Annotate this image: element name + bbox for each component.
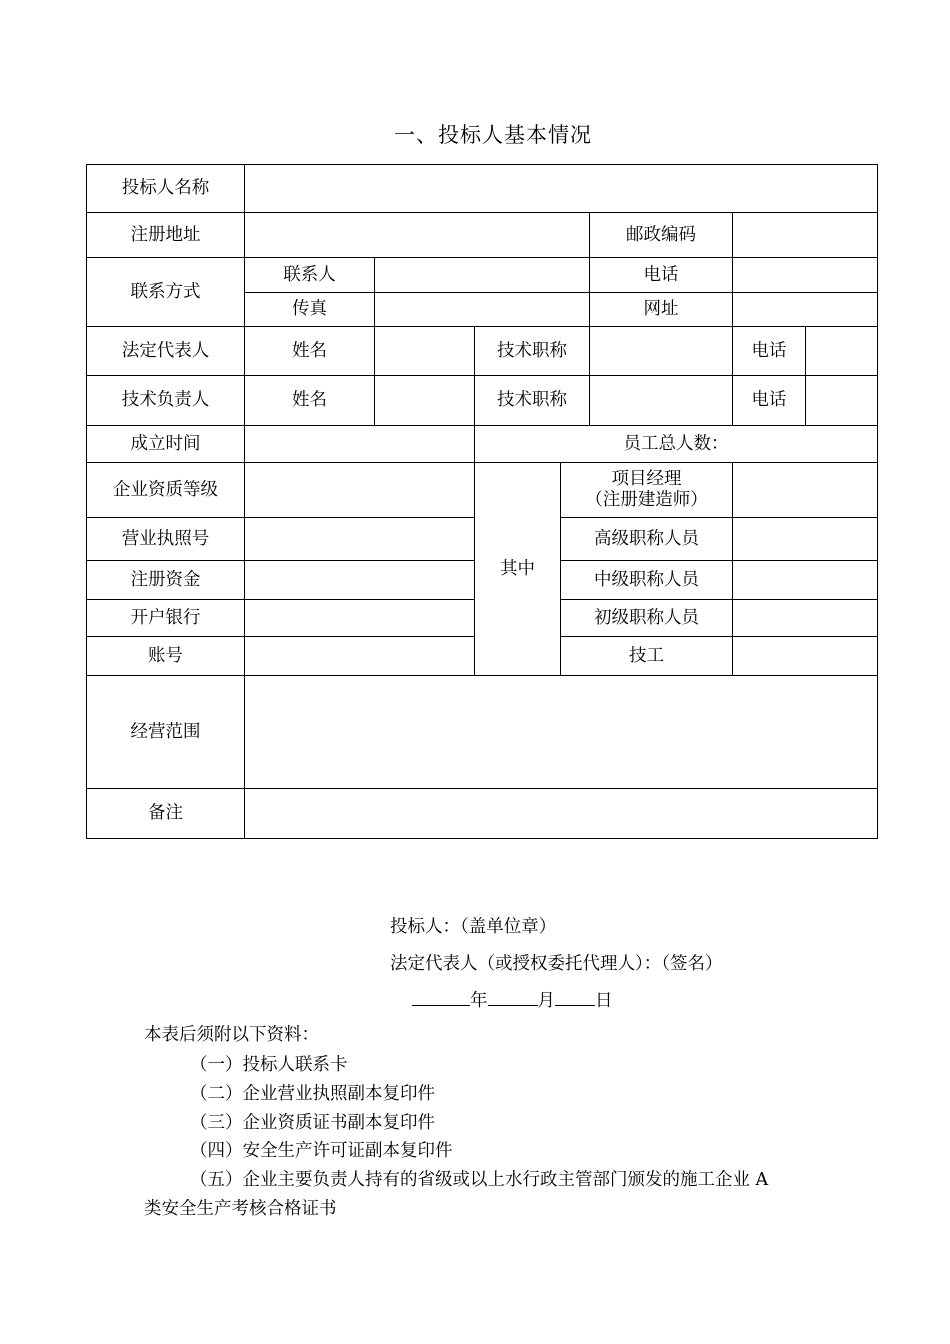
mid-staff-label: 中级职称人员 [561, 561, 733, 600]
day-blank[interactable] [555, 987, 595, 1006]
postcode-value[interactable] [733, 213, 878, 258]
tech-lead-phone-value[interactable] [806, 376, 878, 426]
postcode-label: 邮政编码 [590, 213, 733, 258]
contact-person-label: 联系人 [245, 258, 375, 293]
table-row [87, 165, 878, 213]
project-manager-label-line2: （注册建造师） [585, 490, 708, 510]
tech-lead-name-value[interactable] [375, 376, 475, 426]
legal-rep-title-label: 技术职称 [475, 327, 590, 376]
technician-label: 技工 [561, 637, 733, 676]
fax-value[interactable] [375, 293, 590, 327]
project-manager-label [561, 463, 733, 518]
attachment-item: （三）企业资质证书副本复印件 [190, 1113, 435, 1133]
month-blank[interactable] [488, 987, 538, 1006]
license-value[interactable] [245, 518, 475, 561]
senior-staff-label: 高级职称人员 [561, 518, 733, 561]
tech-lead-phone-label: 电话 [733, 376, 806, 426]
established-label: 成立时间 [87, 426, 245, 463]
year-label: 年 [470, 991, 488, 1011]
bidder-info-table [86, 164, 878, 839]
contact-phone-value[interactable] [733, 258, 878, 293]
qualification-value[interactable] [245, 463, 475, 518]
attachment-item: （一）投标人联系卡 [190, 1055, 348, 1075]
address-value[interactable] [245, 213, 590, 258]
legal-rep-phone-label: 电话 [733, 327, 806, 376]
table-row [87, 789, 878, 839]
contact-person-value[interactable] [375, 258, 590, 293]
capital-label: 注册资金 [87, 561, 245, 600]
date-line [412, 987, 613, 1012]
legal-rep-label: 法定代表人 [87, 327, 245, 376]
of-which-label: 其中 [475, 463, 561, 676]
attachments-heading: 本表后须附以下资料： [144, 1025, 319, 1045]
account-value[interactable] [245, 637, 475, 676]
established-value[interactable] [245, 426, 475, 463]
project-manager-label-line1: 项目经理 [611, 469, 682, 489]
account-label: 账号 [87, 637, 245, 676]
legal-rep-name-value[interactable] [375, 327, 475, 376]
bank-value[interactable] [245, 600, 475, 637]
attachment-item: （二）企业营业执照副本复印件 [190, 1084, 435, 1104]
fax-label: 传真 [245, 293, 375, 327]
contact-label: 联系方式 [87, 258, 245, 327]
year-blank[interactable] [412, 987, 470, 1006]
license-label: 营业执照号 [87, 518, 245, 561]
scope-value[interactable] [245, 676, 878, 789]
table-row [87, 327, 878, 376]
attachment-item-continued: 类安全生产考核合格证书 [144, 1199, 337, 1219]
table-row [87, 463, 878, 518]
remarks-label: 备注 [87, 789, 245, 839]
legal-rep-title-value[interactable] [590, 327, 733, 376]
tech-lead-title-value[interactable] [590, 376, 733, 426]
capital-value[interactable] [245, 561, 475, 600]
technician-value[interactable] [733, 637, 878, 676]
website-value[interactable] [733, 293, 878, 327]
page-title: 一、投标人基本情况 [394, 123, 592, 147]
contact-phone-label: 电话 [590, 258, 733, 293]
tech-lead-label: 技术负责人 [87, 376, 245, 426]
month-label: 月 [537, 991, 555, 1011]
legal-rep-phone-value[interactable] [806, 327, 878, 376]
table-row [87, 376, 878, 426]
legal-rep-name-label: 姓名 [245, 327, 375, 376]
table-row [87, 213, 878, 258]
total-staff-label: 员工总人数： [475, 426, 878, 463]
remarks-value[interactable] [245, 789, 878, 839]
attachment-item: （四）安全生产许可证副本复印件 [190, 1141, 453, 1161]
project-manager-value[interactable] [733, 463, 878, 518]
tech-lead-name-label: 姓名 [245, 376, 375, 426]
table-row [87, 676, 878, 789]
table-row [87, 258, 878, 293]
tech-lead-title-label: 技术职称 [475, 376, 590, 426]
junior-staff-value[interactable] [733, 600, 878, 637]
junior-staff-label: 初级职称人员 [561, 600, 733, 637]
mid-staff-value[interactable] [733, 561, 878, 600]
bank-label: 开户银行 [87, 600, 245, 637]
day-label: 日 [595, 991, 613, 1011]
legal-rep-signature-line: 法定代表人（或授权委托代理人）：（签名） [390, 954, 723, 974]
scope-label: 经营范围 [87, 676, 245, 789]
name-label: 投标人名称 [87, 165, 245, 213]
website-label: 网址 [590, 293, 733, 327]
address-label: 注册地址 [87, 213, 245, 258]
name-value[interactable] [245, 165, 878, 213]
attachment-item: （五）企业主要负责人持有的省级或以上水行政主管部门颁发的施工企业 A [190, 1170, 769, 1190]
qualification-label: 企业资质等级 [87, 463, 245, 518]
table-row [87, 426, 878, 463]
senior-staff-value[interactable] [733, 518, 878, 561]
bidder-seal-line: 投标人：（盖单位章） [390, 917, 557, 937]
